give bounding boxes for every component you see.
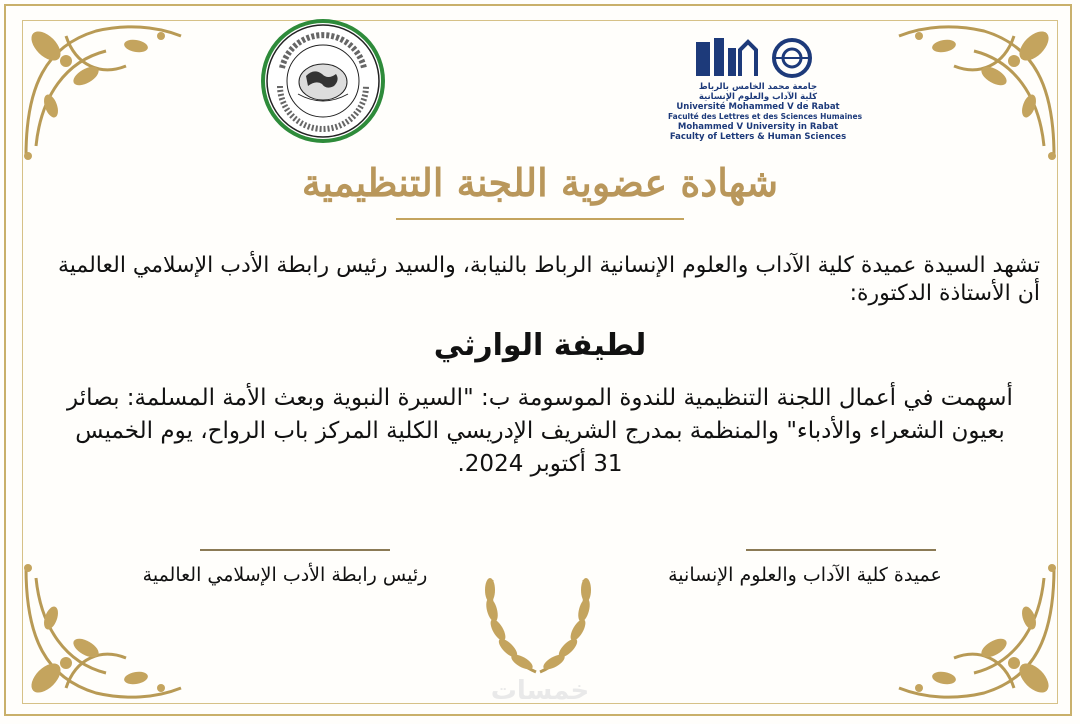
islamic-literature-league-seal-icon <box>258 16 388 146</box>
faculty-name-french: Faculté des Lettres et des Sciences Humaines <box>668 112 863 121</box>
signature-league-president: رئيس رابطة الأدب الإسلامي العالمية <box>142 564 428 586</box>
university-name-french: Université Mohammed V de Rabat <box>676 102 840 112</box>
faculty-name-english: Faculty of Letters & Human Sciences <box>669 132 847 142</box>
university-monogram-icon <box>692 34 816 80</box>
certificate-title: شهادة عضوية اللجنة التنظيمية <box>301 160 779 205</box>
corner-ornament-icon <box>6 6 196 176</box>
faculty-name-arabic: كلية الآداب والعلوم الإنسانية <box>698 92 818 102</box>
corner-ornament-icon <box>884 6 1074 176</box>
watermark: خمسات <box>490 676 590 706</box>
university-name-english: Mohammed V University in Rabat <box>677 122 839 132</box>
title-underline <box>396 218 684 220</box>
signature-faculty-dean: عميدة كلية الآداب والعلوم الإنسانية <box>668 564 942 586</box>
certificate-intro: تشهد السيدة عميدة كلية الآداب والعلوم الإنسانية الرباط بالنيابة، والسيد رئيس رابطة الأدب الإسلامي العالمية أن الأستاذة الدكتورة: <box>57 253 1040 306</box>
signature-line-right <box>746 549 936 551</box>
certificate-body: أسهمت في أعمال اللجنة التنظيمية للندوة الموسومة ب: "السيرة النبوية وبعث الأمة المسلمة: بصائر بعيون الشعراء والأدباء" والمنظمة بمدرج الشريف الإدريسي الكلية المركز باب الرواح، يوم الخميس 31 أكتوبر 2024. <box>67 385 1013 477</box>
university-name-arabic: جامعة محمد الخامس بالرباط <box>698 82 818 92</box>
mohammed-v-university-logo <box>668 34 863 142</box>
recipient-name: لطيفة الوارثي <box>433 328 647 363</box>
signature-line-left <box>200 549 390 551</box>
laurel-wreath-icon <box>468 560 608 680</box>
